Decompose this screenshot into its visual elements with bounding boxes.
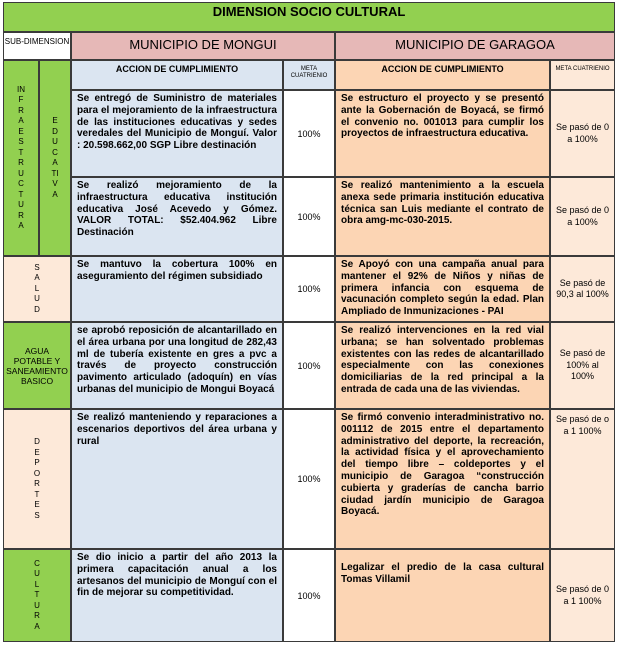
- garagoa-meta-row-6: Se pasó de 0 a 1 100%: [550, 549, 615, 642]
- garagoa-meta-row-3: Se pasó de 90,3 al 100%: [550, 256, 615, 322]
- garagoa-meta-row-4: Se pasó de 100% al 100%: [550, 322, 615, 409]
- dimension-deportes-label: DEPORTES: [33, 437, 41, 520]
- garagoa-meta-row-1: Se pasó de 0 a 100%: [550, 90, 615, 177]
- dimension-educativa-label: EDUCATIVA: [51, 116, 59, 199]
- mongui-action-row-5: Se realizó manteniendo y reparaciones a escenarios deportivos del área urbana y rural: [71, 409, 283, 549]
- table-title: [3, 2, 615, 32]
- mongui-meta-row-3: 100%: [283, 256, 335, 322]
- mongui-action-row-1: Se entregó de Suministro de materiales para el mejoramiento de la infraestructura de las instituciones educativas y sedes veredales del Municipio de Monguí. Valor : 20.598.662,00 SGP Libre destinación: [71, 90, 283, 177]
- mongui-meta-row-1: 100%: [283, 90, 335, 177]
- garagoa-action-row-6: Legalizar el predio de la casa cultural Tomas Villamil: [335, 549, 550, 642]
- dimension-educativa: [39, 60, 71, 256]
- dimension-salud-label: SALUD: [34, 262, 40, 314]
- municipality-garagoa-header: MUNICIPIO DE GARAGOA: [335, 32, 615, 60]
- garagoa-meta-row-5: Se pasó de o a 1 100%: [550, 409, 615, 549]
- garagoa-action-row-2: Se realizó mantenimiento a la escuela anexa sede primaria institución educativa técnica san Luis mediante el contrato de obra amg-mc-030-2015.: [335, 177, 550, 256]
- garagoa-action-row-1: Se estructuro el proyecto y se presentó ante la Gobernación de Boyacá, se firmó el convenio no. 001013 para cumplir los proyectos de infraestructura educativa.: [335, 90, 550, 177]
- mongui-meta-row-2: 100%: [283, 177, 335, 256]
- dimension-agua: AGUA POTABLE Y SANEAMIENTO BASICO: [3, 322, 71, 409]
- subdimension-header: SUB-DIMENSION: [3, 32, 71, 60]
- dimension-cultura-label: CULTURA: [34, 558, 40, 631]
- meta-header-mongui: META CUATRIENIO: [283, 60, 335, 90]
- dimension-salud: [3, 256, 71, 322]
- table-title-text: DIMENSION SOCIO CULTURAL: [212, 4, 406, 19]
- garagoa-meta-row-2: Se pasó de 0 a 100%: [550, 177, 615, 256]
- mongui-action-row-2: Se realizó mejoramiento de la infraestructura educativa institución educativa José Acevedo y Gómez. VALOR TOTAL: $52.404.962 Libre Destinación: [71, 177, 283, 256]
- mongui-action-row-4: se aprobó reposición de alcantarillado en el área urbana por una longitud de 282,43 ml de tubería existente en gres a pvc a través de proyecto construcción pavimento articulado (adoquín) en vías urbanas del municipio de Mongui Boyacá: [71, 322, 283, 409]
- action-header-mongui: ACCION DE CUMPLIMIENTO: [71, 60, 283, 90]
- action-header-garagoa: ACCION DE CUMPLIMIENTO: [335, 60, 550, 90]
- garagoa-action-row-5: Se firmó convenio interadministrativo no. 001112 de 2015 entre el departamento administrativo del deporte, la recreación, la actividad física y el aprovechamiento del tiempo libre – coldeportes y el municipio de Garagoa “construcción cubierta y graderías de cancha barrio ciudad jardín municipio de Garagoa Boyacá.: [335, 409, 550, 549]
- mongui-action-row-6: Se dio inicio a partir del año 2013 la primera capacitación anual a los artesanos del municipio de Monguí con el fin de mejorar su competitividad.: [71, 549, 283, 642]
- meta-header-garagoa: META CUATRIENIO: [550, 60, 615, 90]
- mongui-meta-row-6: 100%: [283, 549, 335, 642]
- mongui-meta-row-5: 100%: [283, 409, 335, 549]
- dimension-cultura: [3, 549, 71, 642]
- dimension-infraestructura-label: INFRAESTRUCTURA: [17, 84, 25, 230]
- municipality-mongui-header: MUNICIPIO DE MONGUI: [71, 32, 335, 60]
- mongui-action-row-3: Se mantuvo la cobertura 100% en aseguramiento del régimen subsidiado: [71, 256, 283, 322]
- dimension-deportes: [3, 409, 71, 549]
- garagoa-action-row-4: Se realizó intervenciones en la red vial urbana; se han solventado problemas existentes con las redes de alcantarillado especialmente con las conexiones domiciliarias de la red principal a la entrada de cada una de las viviendas.: [335, 322, 550, 409]
- mongui-meta-row-4: 100%: [283, 322, 335, 409]
- garagoa-action-row-3: Se Apoyó con una campaña anual para mantener el 92% de Niños y niñas de primera infancia con esquema de vacunación completo según la edad. Plan Ampliado de Inmunizaciones - PAI: [335, 256, 550, 322]
- dimension-infraestructura: [3, 60, 39, 256]
